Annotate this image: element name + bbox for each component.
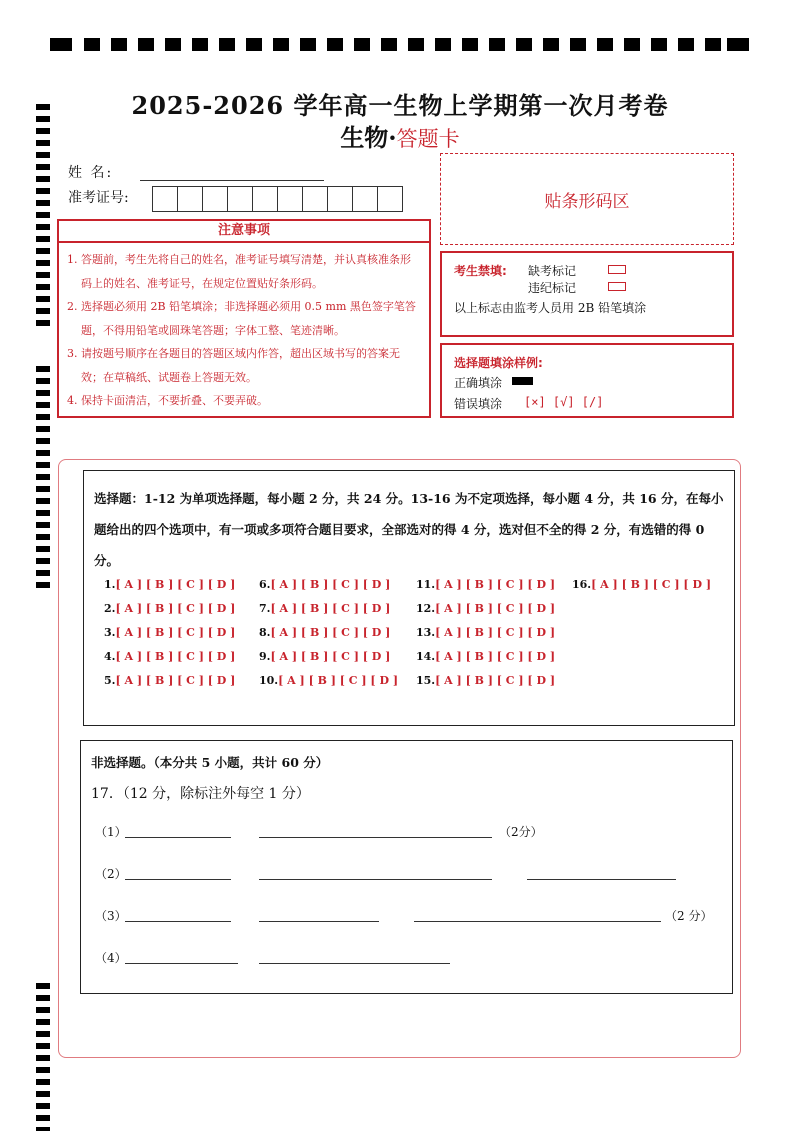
answer-blank[interactable] (259, 963, 450, 964)
timing-mark (36, 1055, 50, 1061)
question-number: 10. (259, 674, 279, 687)
timing-mark (36, 260, 50, 266)
question-number: 7. (259, 602, 271, 615)
question-number: 4. (104, 650, 116, 663)
answer-options[interactable]: [ A ] [ B ] [ C ] [ D ] (435, 578, 556, 591)
timing-mark (36, 212, 50, 218)
timing-mark (36, 1079, 50, 1085)
absent-mark-box[interactable] (608, 265, 626, 274)
timing-mark (36, 308, 50, 314)
exam-id-boxes[interactable] (152, 186, 402, 212)
notice-heading: 注意事项 (59, 221, 429, 243)
timing-mark (354, 38, 370, 51)
timing-mark (36, 570, 50, 576)
timing-mark (36, 236, 50, 242)
points-note: （2分） (499, 825, 543, 839)
answer-options[interactable]: [ A ] [ B ] [ C ] [ D ] (115, 602, 236, 615)
subtitle-subject: 生物· (340, 123, 397, 152)
choice-question[interactable] (416, 674, 555, 687)
timing-mark (219, 38, 235, 51)
timing-mark (36, 510, 50, 516)
forbidden-label: 考生禁填: (454, 264, 507, 278)
correct-fill-label: 正确填涂 (454, 376, 503, 390)
timing-mark (36, 438, 50, 444)
timing-mark (273, 38, 289, 51)
timing-mark (489, 38, 505, 51)
timing-mark (36, 188, 50, 194)
timing-mark (36, 546, 50, 552)
notice-item: 4. 保持卡面清洁，不要折叠、不要弄破。 (67, 394, 268, 407)
choice-question[interactable] (416, 602, 555, 615)
timing-mark (36, 474, 50, 480)
question-number: 9. (259, 650, 271, 663)
answer-options[interactable]: [ A ] [ B ] [ C ] [ D ] (270, 650, 391, 663)
answer-blank[interactable] (414, 921, 661, 922)
answer-options[interactable]: [ A ] [ B ] [ C ] [ D ] (591, 578, 712, 591)
timing-mark (36, 1091, 50, 1097)
barcode-area: 贴条形码区 (440, 153, 734, 245)
timing-mark (597, 38, 613, 51)
timing-mark (36, 200, 50, 206)
answer-options[interactable]: [ A ] [ B ] [ C ] [ D ] (115, 674, 236, 687)
timing-mark (111, 38, 127, 51)
notice-item: 2. 选择题必须用 2B 铅笔填涂；非选择题必须用 0.5 mm 黑色签字笔答题，不得用铅笔或圆珠笔答题；字体工整、笔迹清晰。 (67, 300, 416, 337)
timing-mark (624, 38, 640, 51)
candidate-forbidden-box (440, 251, 734, 337)
timing-mark (570, 38, 586, 51)
choice-question[interactable] (572, 578, 711, 591)
answer-options[interactable]: [ A ] [ B ] [ C ] [ D ] (115, 626, 236, 639)
timing-mark (327, 38, 343, 51)
timing-mark (36, 450, 50, 456)
timing-mark (165, 38, 181, 51)
timing-mark (381, 38, 397, 51)
answer-options[interactable]: [ A ] [ B ] [ C ] [ D ] (270, 578, 391, 591)
question-number: 15. (416, 674, 436, 687)
answer-options[interactable]: [ A ] [ B ] [ C ] [ D ] (270, 626, 391, 639)
question-number: 14. (416, 650, 436, 663)
timing-mark (36, 296, 50, 302)
choice-question[interactable] (104, 650, 235, 663)
timing-mark (36, 248, 50, 254)
wrong-fill-label: 错误填涂 (454, 397, 503, 411)
timing-mark (36, 176, 50, 182)
answer-options[interactable]: [ A ] [ B ] [ C ] [ D ] (435, 650, 556, 663)
question-number: 13. (416, 626, 436, 639)
answer-options[interactable]: [ A ] [ B ] [ C ] [ D ] (435, 602, 556, 615)
choice-question[interactable] (104, 578, 235, 591)
answer-options[interactable]: [ A ] [ B ] [ C ] [ D ] (115, 650, 236, 663)
free-response-section (80, 740, 733, 994)
answer-blank[interactable] (125, 837, 231, 838)
timing-mark (36, 498, 50, 504)
timing-mark (36, 390, 50, 396)
question-number: 16. (572, 578, 592, 591)
id-digit-box[interactable] (202, 186, 228, 212)
timing-mark (36, 995, 50, 1001)
question-number: 2. (104, 602, 116, 615)
timing-mark (36, 1127, 50, 1131)
sample-title: 选择题填涂样例: (454, 356, 543, 370)
question-number: 5. (104, 674, 116, 687)
question-number: 12. (416, 602, 436, 615)
subquestion-label: （1） (95, 825, 127, 839)
question-17-heading: 17．（12 分，除标注外每空 1 分） (91, 786, 310, 802)
answer-blank[interactable] (125, 921, 231, 922)
id-digit-box[interactable] (152, 186, 178, 212)
choice-question[interactable] (104, 674, 235, 687)
answer-options[interactable]: [ A ] [ B ] [ C ] [ D ] (115, 578, 236, 591)
violation-mark-box[interactable] (608, 282, 626, 291)
choice-question[interactable] (259, 626, 390, 639)
timing-mark (84, 38, 100, 51)
timing-mark (300, 38, 316, 51)
timing-mark (36, 1115, 50, 1121)
timing-mark (435, 38, 451, 51)
timing-mark (36, 983, 50, 989)
answer-blank[interactable] (527, 879, 676, 880)
timing-mark (36, 522, 50, 528)
timing-mark (36, 426, 50, 432)
timing-mark (36, 320, 50, 326)
timing-mark (678, 38, 694, 51)
timing-mark (246, 38, 262, 51)
id-digit-box[interactable] (302, 186, 328, 212)
timing-mark (543, 38, 559, 51)
notice-item: 3. 请按题号顺序在各题目的答题区域内作答，超出区域书写的答案无效；在草稿纸、试题卷上答题无效。 (67, 347, 400, 384)
timing-mark (36, 284, 50, 290)
timing-mark (36, 1019, 50, 1025)
multiple-choice-section (83, 470, 735, 726)
subtitle-answer-card: 答题卡 (396, 127, 460, 151)
choice-instructions: 选择题：1-12 为单项选择题，每小题 2 分，共 24 分。13-16 为不定项选择，每小题 4 分，共 16 分，在每小题给出的四个选项中，有一项或多项符合题目要求，全部选对的得 4 分，选对但不全的得 2 分，有选错的得 0 分。 (94, 491, 724, 568)
choice-question[interactable] (104, 602, 235, 615)
subquestion-label: （4） (95, 951, 127, 965)
choice-question[interactable] (416, 626, 555, 639)
violation-mark-label: 违纪标记 (528, 281, 577, 295)
timing-mark (36, 1103, 50, 1109)
timing-mark (36, 378, 50, 384)
timing-mark (36, 224, 50, 230)
choice-question[interactable] (259, 578, 390, 591)
id-digit-box[interactable] (327, 186, 353, 212)
answer-blank[interactable] (125, 879, 231, 880)
question-number: 11. (416, 578, 436, 591)
choice-question[interactable] (259, 674, 398, 687)
question-number: 3. (104, 626, 116, 639)
answer-blank[interactable] (259, 921, 379, 922)
timing-mark (36, 486, 50, 492)
timing-mark (462, 38, 478, 51)
timing-mark (138, 38, 154, 51)
fill-sample-box (440, 343, 734, 418)
free-response-title: 非选择题。（本分共 5 小题，共计 60 分） (91, 755, 329, 770)
correct-fill-example (512, 377, 533, 385)
notice-box (57, 219, 431, 418)
timing-mark (50, 38, 72, 51)
name-field[interactable] (140, 180, 324, 181)
id-digit-box[interactable] (377, 186, 403, 212)
timing-mark (705, 38, 721, 51)
forbidden-note: 以上标志由监考人员用 2B 铅笔填涂 (454, 301, 647, 315)
timing-mark (36, 164, 50, 170)
choice-question[interactable] (416, 650, 555, 663)
timing-mark (408, 38, 424, 51)
timing-mark (36, 534, 50, 540)
timing-mark (36, 558, 50, 564)
answer-blank[interactable] (125, 963, 238, 964)
timing-mark (36, 1031, 50, 1037)
id-digit-box[interactable] (252, 186, 278, 212)
question-number: 6. (259, 578, 271, 591)
page-subtitle (0, 118, 800, 153)
timing-mark (192, 38, 208, 51)
choice-question[interactable] (416, 578, 555, 591)
question-number: 8. (259, 626, 271, 639)
name-label: 姓 名: (68, 165, 114, 181)
choice-question[interactable] (104, 626, 235, 639)
choice-question[interactable] (259, 650, 390, 663)
answer-options[interactable]: [ A ] [ B ] [ C ] [ D ] (270, 602, 391, 615)
timing-mark (36, 414, 50, 420)
timing-mark (36, 272, 50, 278)
subquestion-label: （2） (95, 867, 127, 881)
answer-options[interactable]: [ A ] [ B ] [ C ] [ D ] (435, 626, 556, 639)
answer-blank[interactable] (259, 879, 492, 880)
subquestion-label: （3） (95, 909, 127, 923)
timing-mark (36, 462, 50, 468)
timing-mark (36, 366, 50, 372)
answer-options[interactable]: [ A ] [ B ] [ C ] [ D ] (278, 674, 399, 687)
id-digit-box[interactable] (227, 186, 253, 212)
wrong-fill-examples: [×] [√] [/] (524, 395, 604, 409)
timing-mark (36, 402, 50, 408)
id-digit-box[interactable] (177, 186, 203, 212)
question-number: 1. (104, 578, 116, 591)
choice-question[interactable] (259, 602, 390, 615)
timing-mark (36, 1007, 50, 1013)
timing-mark (727, 38, 749, 51)
timing-mark (36, 582, 50, 588)
exam-id-label: 准考证号: (68, 190, 129, 206)
timing-mark (651, 38, 667, 51)
id-digit-box[interactable] (352, 186, 378, 212)
answer-blank[interactable] (259, 837, 492, 838)
absent-mark-label: 缺考标记 (528, 264, 577, 278)
notice-item: 1. 答题前，考生先将自己的姓名，准考证号填写清楚，并认真核准条形码上的姓名、准考证号，在规定位置贴好条形码。 (67, 253, 411, 290)
id-digit-box[interactable] (277, 186, 303, 212)
page-title: 2025-2026 学年高一生物上学期第一次月考卷 (131, 91, 669, 120)
answer-options[interactable]: [ A ] [ B ] [ C ] [ D ] (435, 674, 556, 687)
timing-mark (36, 1067, 50, 1073)
timing-mark (36, 1043, 50, 1049)
points-note: （2 分） (665, 909, 713, 923)
timing-mark (516, 38, 532, 51)
